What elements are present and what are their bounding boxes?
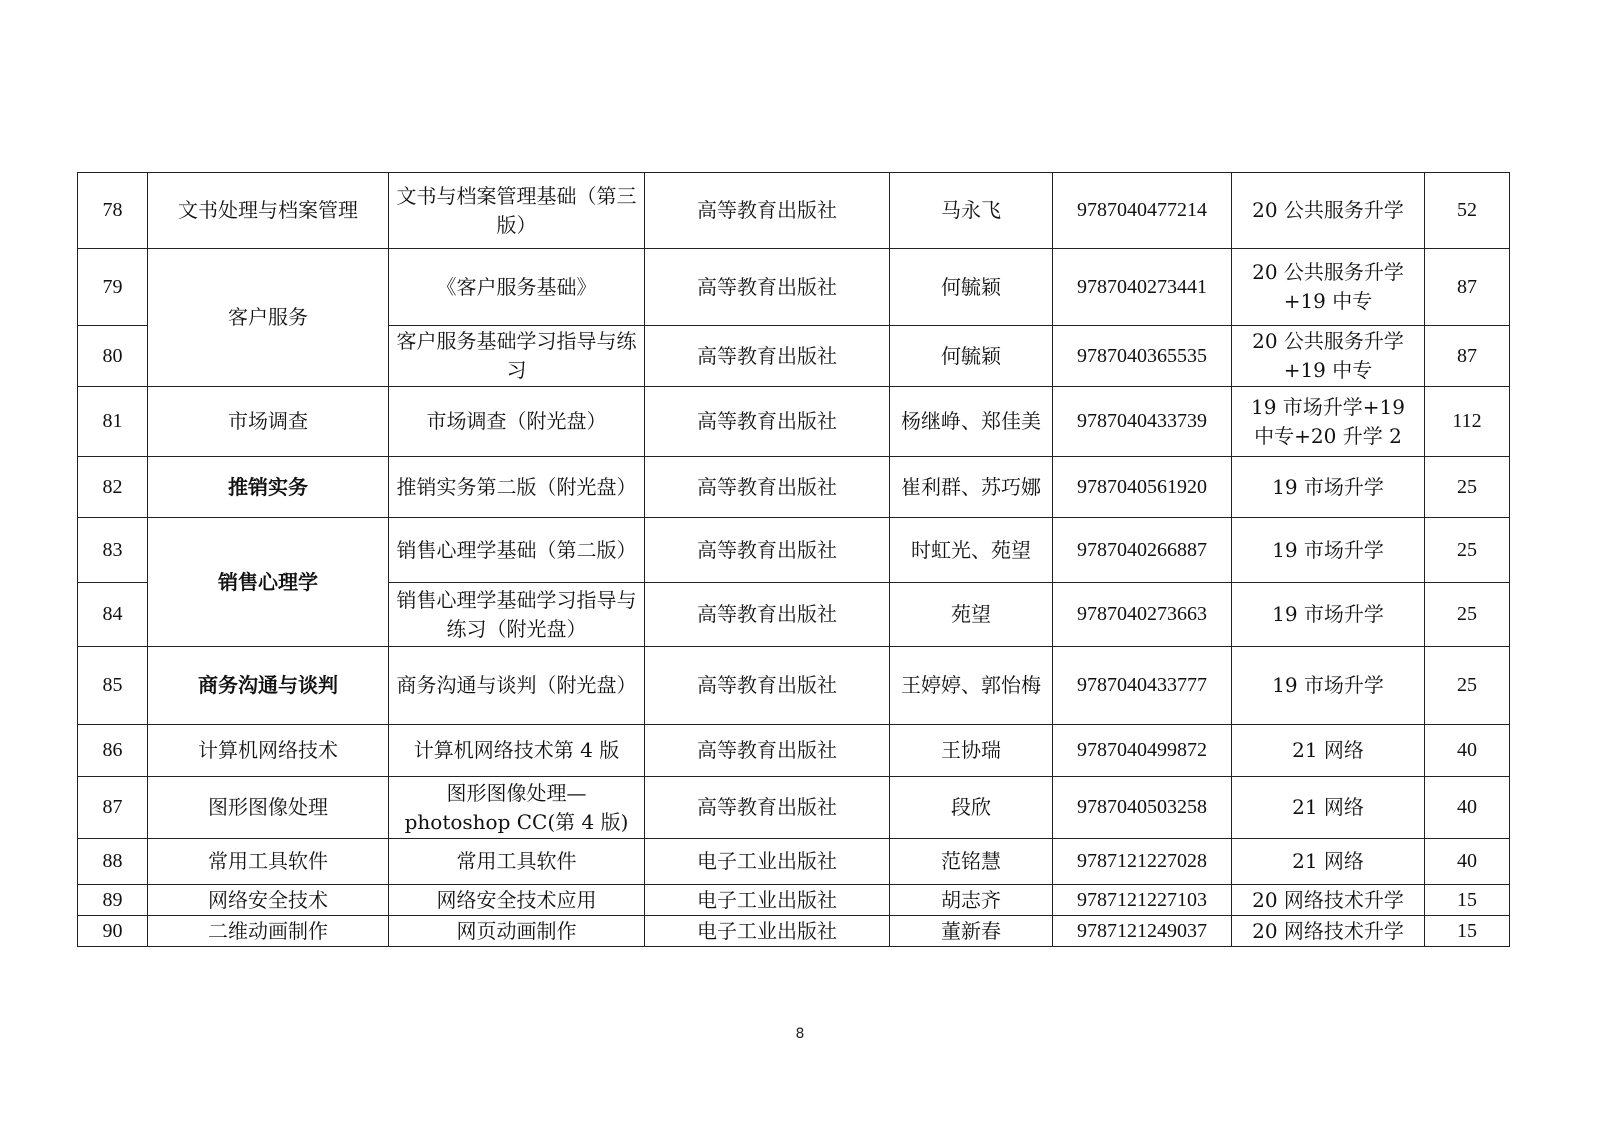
editor: 何毓颖 (890, 249, 1053, 326)
row-number: 90 (78, 916, 148, 947)
book-title: 常用工具软件 (389, 839, 645, 885)
quantity: 15 (1425, 885, 1510, 916)
editor: 杨继峥、郑佳美 (890, 387, 1053, 457)
book-title: 网页动画制作 (389, 916, 645, 947)
row-number: 87 (78, 777, 148, 839)
row-number: 84 (78, 583, 148, 647)
publisher: 高等教育出版社 (645, 173, 890, 249)
class-name: 19 市场升学 (1232, 457, 1425, 518)
book-title: 文书与档案管理基础（第三版） (389, 173, 645, 249)
quantity: 40 (1425, 777, 1510, 839)
editor: 王协瑞 (890, 725, 1053, 777)
course-name: 客户服务 (148, 249, 389, 387)
publisher: 高等教育出版社 (645, 326, 890, 387)
quantity: 40 (1425, 839, 1510, 885)
table-row (78, 249, 1510, 326)
quantity: 87 (1425, 249, 1510, 326)
course-name: 文书处理与档案管理 (148, 173, 389, 249)
isbn: 9787040433777 (1053, 647, 1232, 725)
book-title: 图形图像处理—photoshop CC(第 4 版) (389, 777, 645, 839)
table-row (78, 839, 1510, 885)
editor: 王婷婷、郭怡梅 (890, 647, 1053, 725)
table-row (78, 387, 1510, 457)
table-row (78, 885, 1510, 916)
book-title: 客户服务基础学习指导与练习 (389, 326, 645, 387)
isbn: 9787040477214 (1053, 173, 1232, 249)
editor: 马永飞 (890, 173, 1053, 249)
table-row (78, 647, 1510, 725)
editor: 时虹光、苑望 (890, 518, 1053, 583)
course-name: 图形图像处理 (148, 777, 389, 839)
row-number: 81 (78, 387, 148, 457)
class-name: 20 网络技术升学 (1232, 885, 1425, 916)
table-row (78, 916, 1510, 947)
isbn: 9787121249037 (1053, 916, 1232, 947)
row-number: 80 (78, 326, 148, 387)
course-name: 计算机网络技术 (148, 725, 389, 777)
course-name: 市场调查 (148, 387, 389, 457)
textbook-table (77, 172, 1510, 947)
book-title: 《客户服务基础》 (389, 249, 645, 326)
quantity: 25 (1425, 647, 1510, 725)
book-title: 计算机网络技术第 4 版 (389, 725, 645, 777)
book-title: 商务沟通与谈判（附光盘） (389, 647, 645, 725)
class-name: 20 公共服务升学 (1232, 173, 1425, 249)
editor: 范铭慧 (890, 839, 1053, 885)
editor: 董新春 (890, 916, 1053, 947)
table-row (78, 725, 1510, 777)
publisher: 高等教育出版社 (645, 725, 890, 777)
class-name: 19 市场升学+19 中专+20 升学 2 (1232, 387, 1425, 457)
publisher: 高等教育出版社 (645, 777, 890, 839)
course-name: 二维动画制作 (148, 916, 389, 947)
editor: 崔利群、苏巧娜 (890, 457, 1053, 518)
class-name: 19 市场升学 (1232, 518, 1425, 583)
quantity: 112 (1425, 387, 1510, 457)
row-number: 83 (78, 518, 148, 583)
book-title: 销售心理学基础学习指导与练习（附光盘） (389, 583, 645, 647)
class-name: 20 公共服务升学+19 中专 (1232, 249, 1425, 326)
row-number: 89 (78, 885, 148, 916)
isbn: 9787040365535 (1053, 326, 1232, 387)
row-number: 82 (78, 457, 148, 518)
book-title: 市场调查（附光盘） (389, 387, 645, 457)
row-number: 85 (78, 647, 148, 725)
publisher: 高等教育出版社 (645, 249, 890, 326)
isbn: 9787040433739 (1053, 387, 1232, 457)
course-name: 商务沟通与谈判 (148, 647, 389, 725)
class-name: 21 网络 (1232, 725, 1425, 777)
publisher: 高等教育出版社 (645, 387, 890, 457)
editor: 段欣 (890, 777, 1053, 839)
course-name: 常用工具软件 (148, 839, 389, 885)
course-name: 销售心理学 (148, 518, 389, 647)
class-name: 21 网络 (1232, 777, 1425, 839)
class-name: 20 公共服务升学+19 中专 (1232, 326, 1425, 387)
table-row (78, 777, 1510, 839)
book-title: 网络安全技术应用 (389, 885, 645, 916)
quantity: 25 (1425, 518, 1510, 583)
isbn: 9787040499872 (1053, 725, 1232, 777)
isbn: 9787040503258 (1053, 777, 1232, 839)
editor: 胡志齐 (890, 885, 1053, 916)
class-name: 21 网络 (1232, 839, 1425, 885)
class-name: 19 市场升学 (1232, 647, 1425, 725)
quantity: 25 (1425, 457, 1510, 518)
publisher: 电子工业出版社 (645, 839, 890, 885)
isbn: 9787040266887 (1053, 518, 1232, 583)
quantity: 52 (1425, 173, 1510, 249)
quantity: 87 (1425, 326, 1510, 387)
class-name: 20 网络技术升学 (1232, 916, 1425, 947)
book-title: 推销实务第二版（附光盘） (389, 457, 645, 518)
quantity: 25 (1425, 583, 1510, 647)
quantity: 15 (1425, 916, 1510, 947)
row-number: 79 (78, 249, 148, 326)
isbn: 9787121227103 (1053, 885, 1232, 916)
publisher: 高等教育出版社 (645, 457, 890, 518)
isbn: 9787040273663 (1053, 583, 1232, 647)
course-name: 网络安全技术 (148, 885, 389, 916)
row-number: 78 (78, 173, 148, 249)
row-number: 86 (78, 725, 148, 777)
book-title: 销售心理学基础（第二版） (389, 518, 645, 583)
isbn: 9787121227028 (1053, 839, 1232, 885)
editor: 苑望 (890, 583, 1053, 647)
publisher: 电子工业出版社 (645, 916, 890, 947)
page-number: 8 (795, 1026, 805, 1042)
publisher: 高等教育出版社 (645, 583, 890, 647)
table-row (78, 518, 1510, 583)
publisher: 高等教育出版社 (645, 647, 890, 725)
row-number: 88 (78, 839, 148, 885)
publisher: 电子工业出版社 (645, 885, 890, 916)
class-name: 19 市场升学 (1232, 583, 1425, 647)
table-row (78, 173, 1510, 249)
course-name: 推销实务 (148, 457, 389, 518)
isbn: 9787040561920 (1053, 457, 1232, 518)
quantity: 40 (1425, 725, 1510, 777)
table-row (78, 457, 1510, 518)
editor: 何毓颖 (890, 326, 1053, 387)
isbn: 9787040273441 (1053, 249, 1232, 326)
publisher: 高等教育出版社 (645, 518, 890, 583)
